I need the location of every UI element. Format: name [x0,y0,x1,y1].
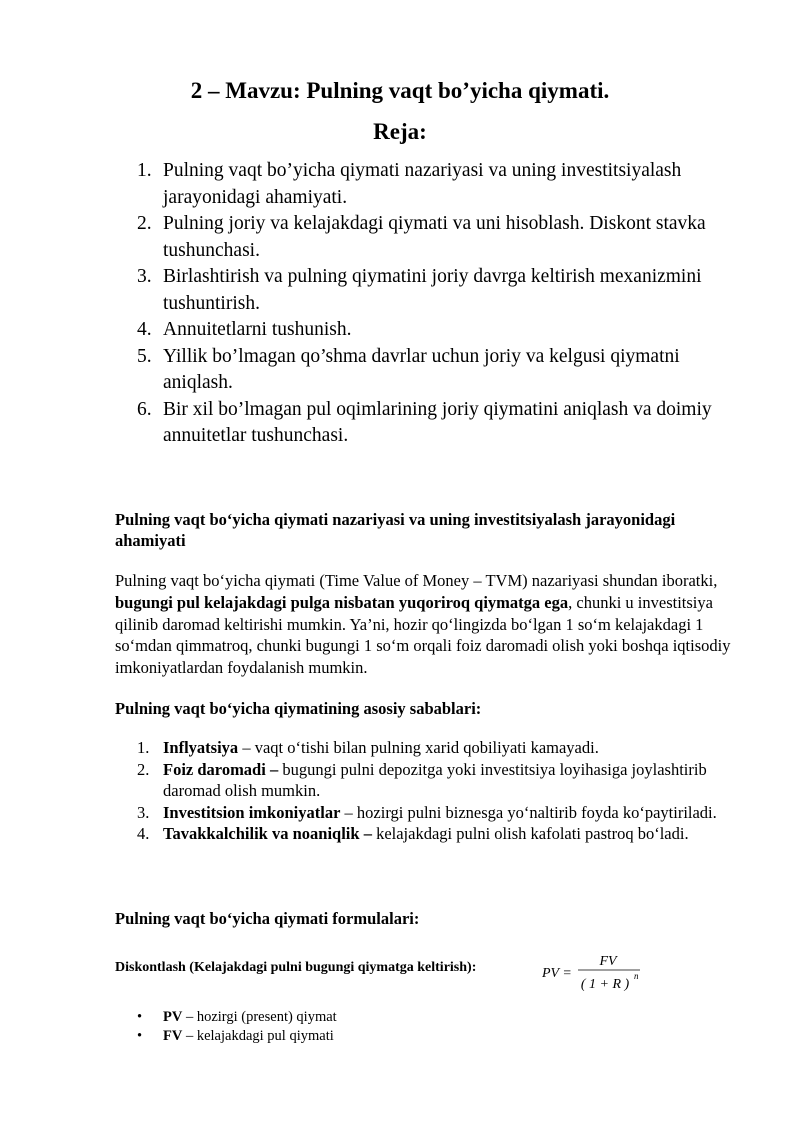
document-title: 2 – Mavzu: Pulning vaqt bo’yicha qiymati. [190,78,610,103]
reason-item-number: 1. [137,738,150,757]
plan-item-text: Pulning joriy va kelajakdagi qiymati va uni hisoblash. Diskont stavka tushunchasi. [163,213,706,261]
plan-item-text: Birlashtirish va pulning qiymatini joriy davrga keltirish mexanizmini tushuntirish. [163,266,702,314]
plan-list [137,158,747,450]
plan-item [137,344,747,397]
section-heading-formulas: Pulning vaqt bo‘yicha qiymati formulalari: [115,909,420,928]
plan-item-number: 1. [137,160,152,181]
section-heading-reasons: Pulning vaqt bo‘yicha qiymatining asosiy sabablari: [115,699,482,718]
formula-numerator: FV [599,954,617,969]
reason-item-number: 2. [137,759,150,779]
paragraph-text-end: , chunki u investitsiya qilinib daromad keltirishi mumkin. Ya’ni, hozir qo‘lingizda bo‘lgan 1 so‘m kelajakdagi 1 so‘mdan qimmatroq, chunki bugungi 1 so‘m orqali foiz daromadi olish yoki boshqa iqtisodiy imkoniyatlardan foydalanish mumkin. [115,592,731,678]
reason-item-number: 4. [137,824,150,843]
paragraph-text-start: Pulning vaqt bo‘yicha qiymati (Time Value of Money – TVM) nazariyasi shundan iboratki, [115,571,718,590]
plan-item [137,317,747,344]
formula-variables-list [137,1008,537,1046]
reason-item-term: Tavakkalchilik va noaniqlik – [163,824,372,843]
discounting-formula-row [115,948,675,996]
reason-item-term: Foiz daromadi – [163,759,279,779]
tvm-theory-paragraph [115,570,745,679]
reason-item [137,802,737,824]
variable-item [137,1008,537,1027]
present-value-formula [542,948,652,996]
section-heading-tvm-theory: Pulning vaqt bo‘yicha qiymati nazariyasi va uning investitsiyalash jarayonidagi ahamiyati [115,510,676,550]
paragraph-emphasis: bugungi pul kelajakdagi pulga nisbatan yuqoriroq qiymatga ega [115,592,569,612]
plan-item [137,264,747,317]
reason-item-term: Inflyatsiya [163,738,239,757]
variable-description: – kelajakdagi pul qiymati [182,1028,334,1044]
variable-symbol: FV [163,1028,183,1044]
formula-lhs: PV = [542,966,572,981]
plan-item-number: 3. [137,266,152,287]
plan-item-text: Pulning vaqt bo’yicha qiymati nazariyasi va uning investitsiyalash jarayonidagi ahamiyati. [163,160,682,208]
bullet-icon: • [137,1009,143,1025]
reason-item-text: – vaqt o‘tishi bilan pulning xarid qobiliyati kamayadi. [238,738,599,757]
plan-item-text: Bir xil bo’lmagan pul oqimlarining joriy qiymatini aniqlash va doimiy annuitetlar tushunchasi. [163,398,712,446]
plan-item [137,397,747,450]
variable-description: – hozirgi (present) qiymat [182,1009,337,1025]
reason-item [137,759,737,802]
formula-label: Diskontlash (Kelajakdagi pulni bugungi qiymatga keltirish): [115,960,477,975]
plan-item-text: Yillik bo’lmagan qo’shma davrlar uchun joriy va kelgusi qiymatni aniqlash. [163,345,680,393]
reason-item [137,737,737,759]
plan-item-number: 5. [137,345,152,367]
reason-item-text: bugungi pulni depozitga yoki investitsiya loyihasiga joylashtirib daromad olish mumkin. [163,759,707,800]
plan-title: Reja: [373,119,427,144]
reason-item-term: Investitsion imkoniyatlar [163,802,341,822]
formula-exponent: n [634,971,639,981]
formula-denominator: ( 1 + R ) [580,977,630,992]
reasons-list [137,737,737,845]
plan-item-number: 4. [137,319,152,340]
reason-item-text: kelajakdagi pulni olish kafolati pastroq bo‘ladi. [371,824,689,843]
reason-item-number: 3. [137,802,150,822]
plan-item [137,158,747,211]
variable-item [137,1027,537,1046]
reason-item [137,823,737,845]
plan-item-text: Annuitetlarni tushunish. [163,319,352,340]
reason-item-text: – hozirgi pulni biznesga yo‘naltirib foyda ko‘paytiriladi. [340,802,717,822]
variable-symbol: PV [163,1009,183,1025]
plan-item-number: 2. [137,213,152,234]
bullet-icon: • [137,1028,143,1044]
plan-item-number: 6. [137,398,152,420]
plan-item [137,211,747,264]
